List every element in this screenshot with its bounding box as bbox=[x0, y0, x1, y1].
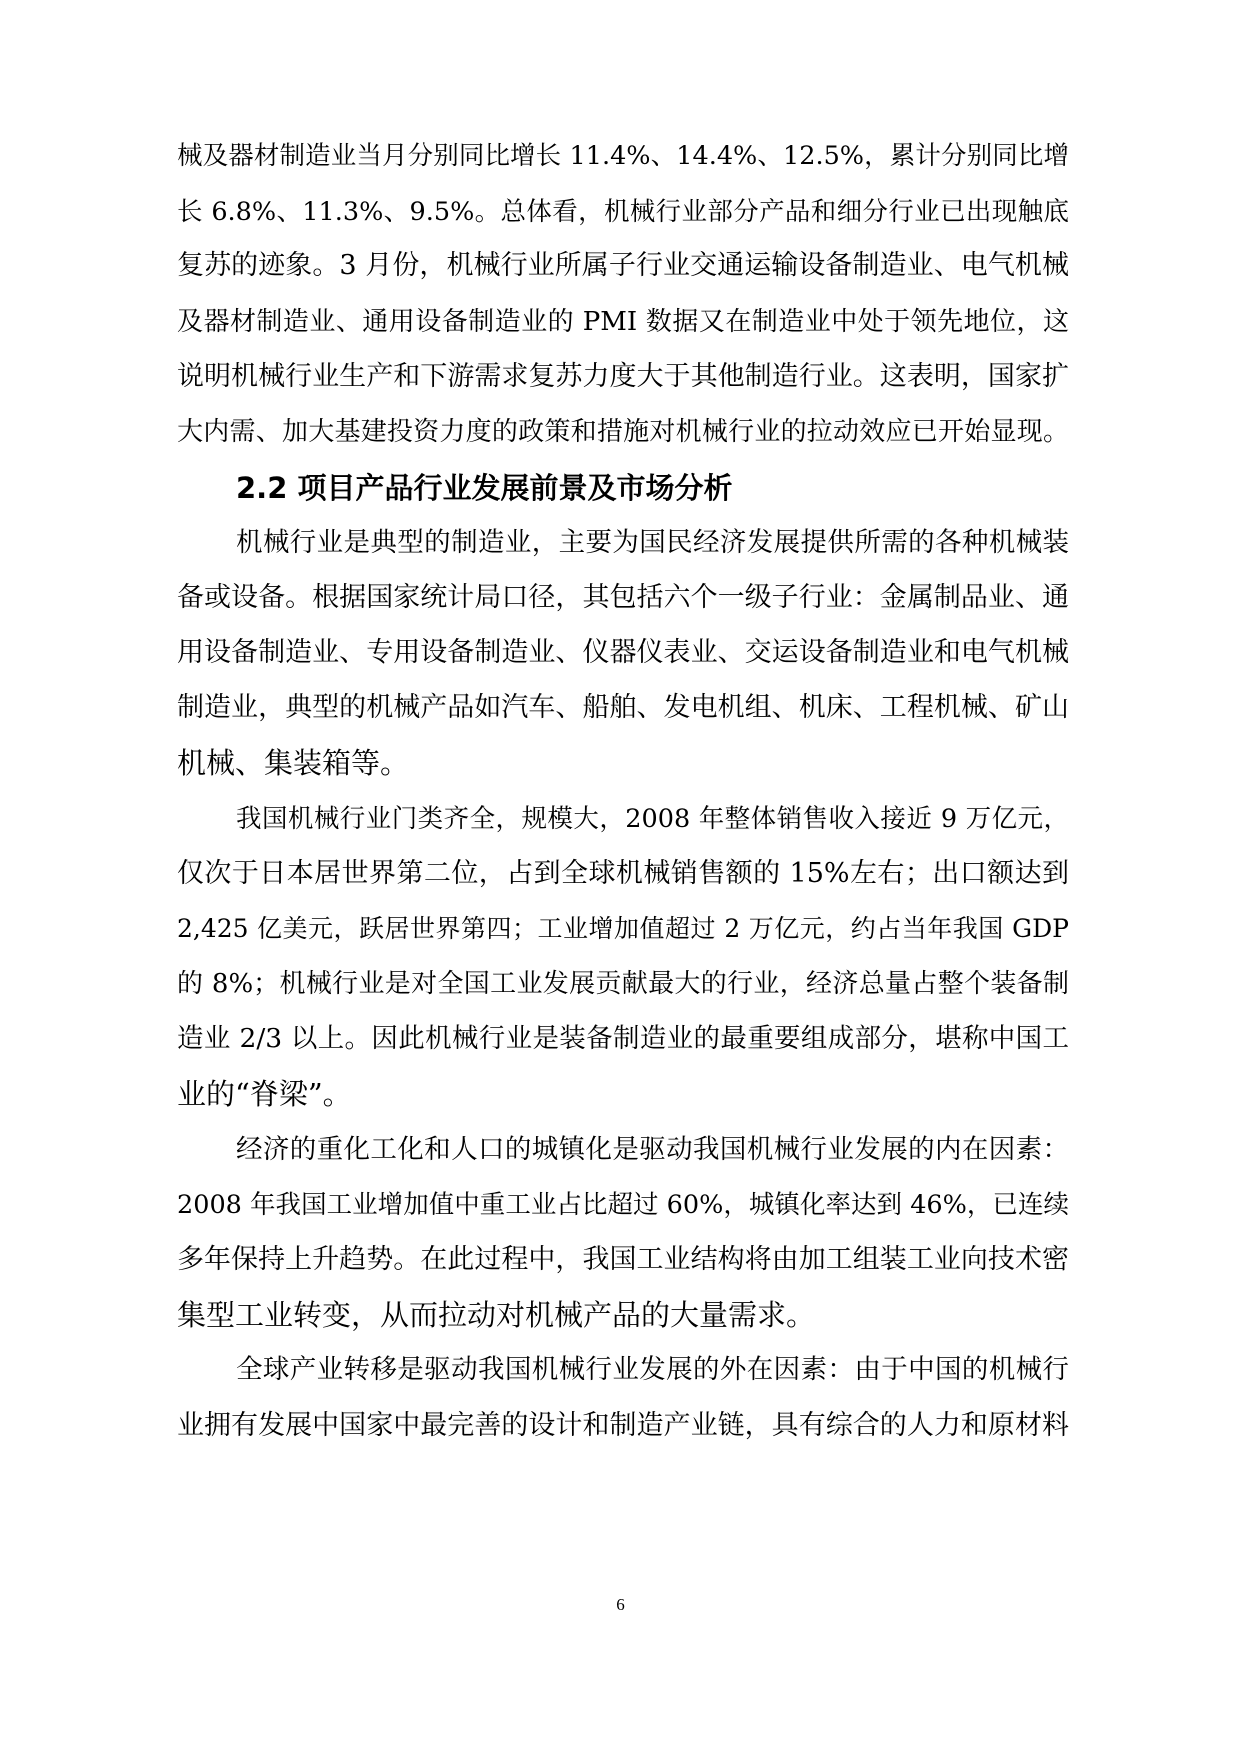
text-line: 的 8%；机械行业是对全国工业发展贡献最大的行业，经济总量占整个装备制 bbox=[177, 969, 1069, 999]
section-heading: 2.2 项目产品行业发展前景及市场分析 bbox=[236, 471, 733, 505]
text-line: 2,425 亿美元，跃居世界第四；工业增加值超过 2 万亿元，约占当年我国 GDP bbox=[177, 914, 1069, 943]
text-line: 用设备制造业、专用设备制造业、仪器仪表业、交运设备制造业和电气机械 bbox=[177, 637, 1069, 668]
text-line: 造业 2/3 以上。因此机械行业是装备制造业的最重要组成部分，堪称中国工 bbox=[177, 1023, 1069, 1054]
text-line: 经济的重化工化和人口的城镇化是驱动我国机械行业发展的内在因素： bbox=[236, 1134, 1069, 1165]
text-line: 复苏的迹象。3 月份，机械行业所属子行业交通运输设备制造业、电气机械 bbox=[177, 250, 1069, 281]
text-line: 集型工业转变，从而拉动对机械产品的大量需求。 bbox=[177, 1298, 816, 1332]
text-line: 说明机械行业生产和下游需求复苏力度大于其他制造行业。这表明，国家扩 bbox=[177, 361, 1069, 392]
text-line: 及器材制造业、通用设备制造业的 PMI 数据又在制造业中处于领先地位，这 bbox=[177, 307, 1069, 337]
text-line: 业拥有发展中国家中最完善的设计和制造产业链，具有综合的人力和原材料 bbox=[177, 1410, 1069, 1441]
text-line: 机械行业是典型的制造业，主要为国民经济发展提供所需的各种机械装 bbox=[236, 527, 1069, 558]
text-line: 全球产业转移是驱动我国机械行业发展的外在因素：由于中国的机械行 bbox=[236, 1354, 1069, 1385]
text-line: 仅次于日本居世界第二位，占到全球机械销售额的 15%左右；出口额达到 bbox=[177, 858, 1069, 889]
text-line: 备或设备。根据国家统计局口径，其包括六个一级子行业：金属制品业、通 bbox=[177, 582, 1069, 613]
text-line: 制造业，典型的机械产品如汽车、船舶、发电机组、机床、工程机械、矿山 bbox=[177, 692, 1069, 723]
text-line: 械及器材制造业当月分别同比增长 11.4%、14.4%、12.5%，累计分别同比增 bbox=[177, 141, 1069, 171]
page-number: 6 bbox=[616, 1595, 625, 1614]
text-line: 2008 年我国工业增加值中重工业占比超过 60%，城镇化率达到 46%，已连续 bbox=[177, 1190, 1069, 1220]
text-line: 多年保持上升趋势。在此过程中，我国工业结构将由加工组装工业向技术密 bbox=[177, 1244, 1069, 1275]
text-line: 大内需、加大基建投资力度的政策和措施对机械行业的拉动效应已开始显现。 bbox=[177, 417, 1069, 447]
text-line: 业的“脊梁”。 bbox=[177, 1077, 352, 1111]
text-line: 机械、集装箱等。 bbox=[177, 746, 410, 780]
text-line: 我国机械行业门类齐全，规模大，2008 年整体销售收入接近 9 万亿元， bbox=[236, 804, 1069, 834]
text-line: 长 6.8%、11.3%、9.5%。总体看，机械行业部分产品和细分行业已出现触底 bbox=[177, 197, 1069, 227]
